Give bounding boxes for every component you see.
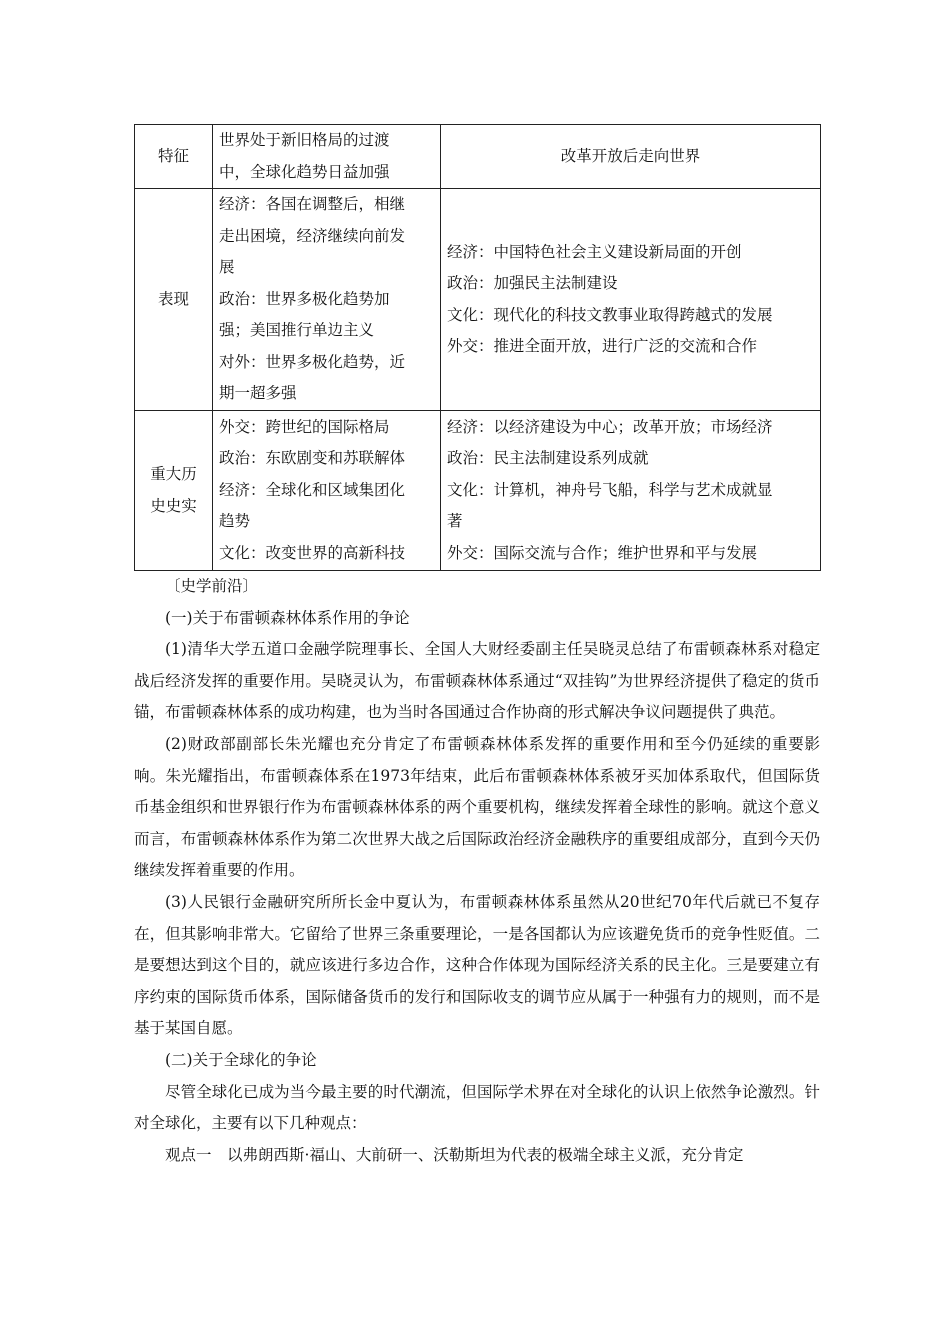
cell-line: 走出困境，经济继续向前发 — [219, 226, 406, 245]
article-body — [134, 571, 820, 1171]
cell-line: 中，全球化趋势日益加强 — [219, 162, 390, 181]
cell-line: 世界处于新旧格局的过渡 — [219, 131, 390, 149]
cell-line: 对外：世界多极化趋势，近 — [219, 352, 406, 371]
cell-line: 著 — [447, 512, 463, 531]
paragraph-2: (2)财政部副部长朱光耀也充分肯定了布雷顿森林体系发挥的重要作用和至今仍延续的重要影响。朱光耀指出，布雷顿森体系在1973年结束，此后布雷顿森林体系被牙买加体系取代，但国际货币基金组织和世界银行作为布雷顿森林体系的两个重要机构，继续发挥着全球性的影响。就这个意义而言，布雷顿森林体系作为第二次世界大战之后国际政治经济金融秩序的重要组成部分，直到今天仍继续发挥着重要的作用。 — [134, 734, 820, 880]
subsection-heading-2: (二)关于全球化的争论 — [165, 1050, 317, 1069]
subsection-heading-1: (一)关于布雷顿森林体系作用的争论 — [165, 608, 410, 627]
cell-line: 文化：计算机，神舟号飞船，科学与艺术成就显 — [447, 480, 773, 499]
cell-line: 改革开放后走向世界 — [560, 146, 701, 165]
comparison-table — [134, 124, 821, 571]
paragraph-5: 观点一 以弗朗西斯·福山、大前研一、沃勒斯坦为代表的极端全球主义派，充分肯定 — [165, 1145, 744, 1164]
cell-line: 经济：各国在调整后，相继 — [219, 195, 406, 214]
paragraph-1: (1)清华大学五道口金融学院理事长、全国人大财经委副主任吴晓灵总结了布雷顿森林系对稳定战后经济发挥的重要作用。吴晓灵认为，布雷顿森林体系通过“双挂钩”为世界经济提供了稳定的货币锚，布雷顿森林体系的成功构建，也为当时各国通过合作协商的形式解决争议问题提供了典范。 — [134, 640, 820, 722]
table-row-performance — [135, 189, 821, 411]
cell-line: 政治：民主法制建设系列成就 — [447, 449, 649, 468]
cell-line: 展 — [219, 258, 235, 277]
row-label-cell — [135, 125, 213, 189]
world-cell — [213, 411, 441, 571]
paragraph-4: 尽管全球化已成为当今最主要的时代潮流，但国际学术界在对全球化的认识上依然争论激烈。针对全球化，主要有以下几种观点： — [134, 1082, 820, 1133]
cell-line: 趋势 — [219, 512, 251, 531]
world-cell — [213, 189, 441, 411]
cell-line: 文化：现代化的科技文教事业取得跨越式的发展 — [447, 305, 773, 324]
cell-line: 政治：世界多极化趋势加 — [219, 289, 390, 308]
cell-line: 经济：全球化和区域集团化 — [219, 480, 406, 499]
cell-line: 外交：跨世纪的国际格局 — [219, 417, 390, 436]
section-heading: 〔史学前沿〕 — [165, 577, 259, 595]
cell-line: 经济：以经济建设为中心；改革开放；市场经济 — [447, 417, 773, 436]
china-cell — [441, 189, 821, 411]
cell-line: 特征 — [157, 146, 189, 165]
cell-line: 文化：改变世界的高新科技 — [219, 543, 406, 562]
document-page — [134, 124, 820, 1171]
cell-line: 外交：国际交流与合作；维护世界和平与发展 — [447, 543, 758, 562]
table-row-major-events — [135, 411, 821, 571]
table-row-feature — [135, 125, 821, 189]
cell-line: 表现 — [157, 289, 189, 308]
cell-line: 强；美国推行单边主义 — [219, 321, 375, 340]
row-label-cell — [135, 189, 213, 411]
paragraph-3: (3)人民银行金融研究所所长金中夏认为，布雷顿森林体系虽然从20世纪70年代后就已不复存在，但其影响非常大。它留给了世界三条重要理论，一是各国都认为应该避免货币的竞争性贬值。二是要想达到这个目的，就应该进行多边合作，这种合作体现为国际经济关系的民主化。三是要建立有序约束的国际货币体系，国际储备货币的发行和国际收支的调节应从属于一种强有力的规则，而不是基于某国自愿。 — [134, 892, 820, 1038]
cell-line: 史史实 — [150, 496, 197, 515]
cell-line: 政治：东欧剧变和苏联解体 — [219, 449, 406, 468]
row-label-cell — [135, 411, 213, 571]
china-cell — [441, 125, 821, 189]
cell-line: 经济：中国特色社会主义建设新局面的开创 — [447, 242, 742, 261]
china-cell — [441, 411, 821, 571]
world-cell — [213, 125, 441, 189]
cell-line: 重大历 — [150, 465, 197, 483]
cell-line: 期一超多强 — [219, 384, 297, 403]
cell-line: 外交：推进全面开放，进行广泛的交流和合作 — [447, 337, 758, 355]
cell-line: 政治：加强民主法制建设 — [447, 274, 618, 292]
